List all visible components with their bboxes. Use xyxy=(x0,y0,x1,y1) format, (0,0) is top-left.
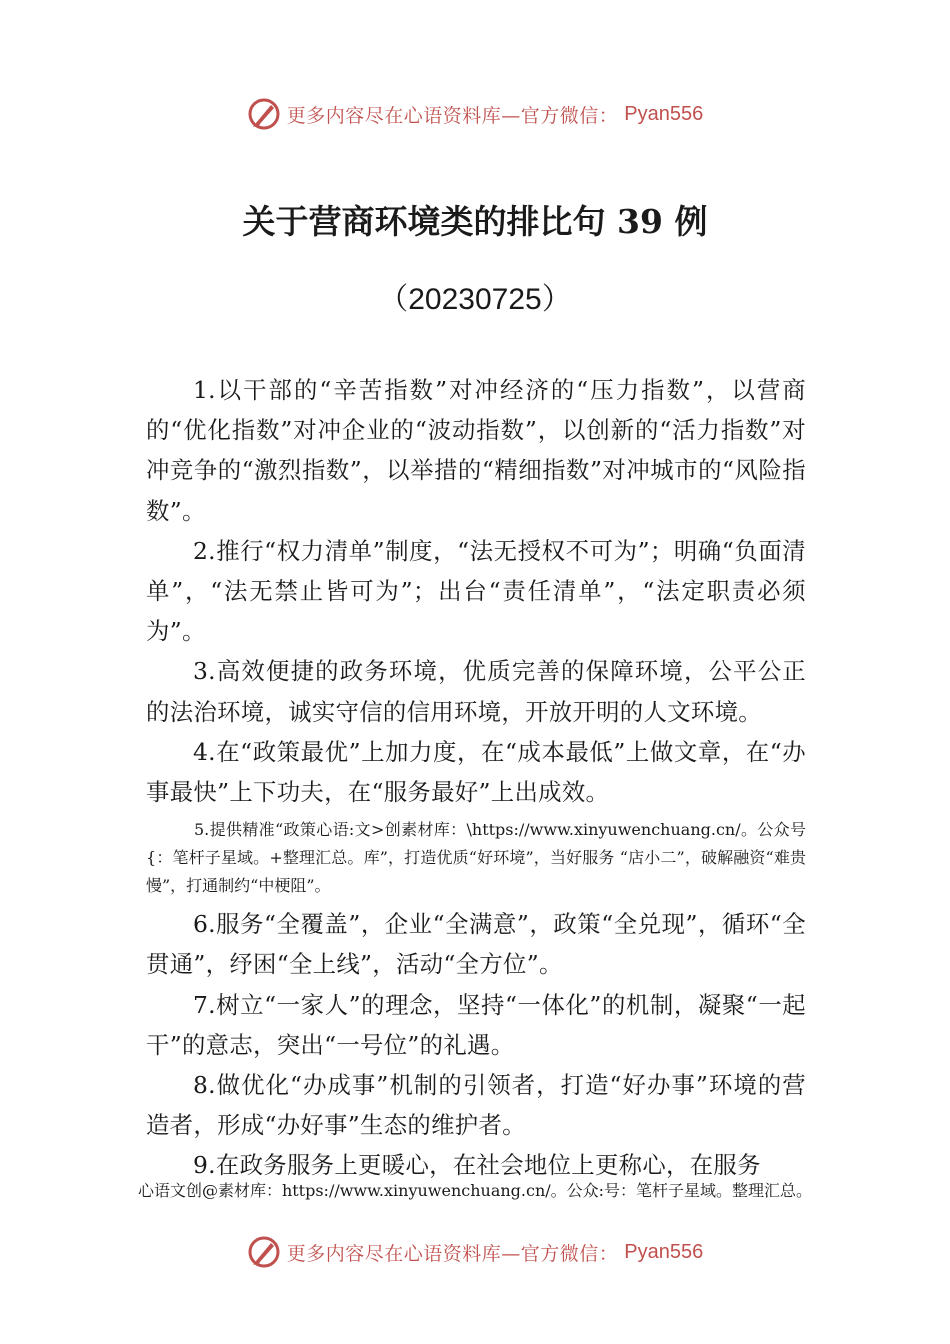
footer-banner xyxy=(0,1232,950,1272)
paragraph: 9.在政务服务上更暖心，在社会地位上更称心，在服务 xyxy=(193,1151,761,1180)
paragraph: 4.在“政策最优”上加力度，在“成本最低”上做文章，在“办事最快”上下功夫，在“服务最好”上出成效。 xyxy=(146,737,806,807)
banner-text: 更多内容尽在心语资料库—官方微信： xyxy=(286,104,619,127)
document-date: （20230725） xyxy=(378,283,572,316)
document-body xyxy=(146,370,806,1186)
paragraph: 1.以干部的“辛苦指数”对冲经济的“压力指数”，以营商的“优化指数”对冲企业的“波动指数”，以创新的“活力指数”对冲竞争的“激烈指数”，以举措的“精细指数”对冲城市的“风险指数”。 xyxy=(146,376,806,525)
paragraph: 3.高效便捷的政务环境，优质完善的保障环境，公平公正的法治环境，诚实守信的信用环境，开放开明的人文环境。 xyxy=(146,657,806,726)
pen-circle-icon xyxy=(247,1235,281,1269)
paragraph: 2.推行“权力清单”制度，“法无授权不可为”；明确“负面清单”，“法无禁止皆可为”；出台“责任清单”，“法定职责必须为”。 xyxy=(146,536,806,646)
paragraph: 6.服务“全覆盖”，企业“全满意”，政策“全兑现”，循环“全贯通”，纾困“全上线”，活动“全方位”。 xyxy=(146,910,806,979)
banner-text: 更多内容尽在心语资料库—官方微信： xyxy=(286,1242,619,1265)
paragraph: 7.树立“一家人”的理念，坚持“一体化”的机制，凝聚“一起干”的意志，突出“一号位”的礼遇。 xyxy=(146,990,806,1059)
banner-wechat-id: Pyan556 xyxy=(624,1240,704,1263)
pen-circle-icon xyxy=(247,97,281,131)
banner-wechat-id: Pyan556 xyxy=(624,102,704,125)
document-title: 关于营商环境类的排比句 39 例 xyxy=(242,202,708,241)
paragraph: 8.做优化“办成事”机制的引领者，打造“好办事”环境的营造者，形成“办好事”生态的维护者。 xyxy=(146,1071,806,1140)
paragraph-watermark-inline: 5.提供精准“政策心语:文>创素材库：\https://www.xinyuwenchuang.cn/。公众号{：笔杆子星域。+整理汇总。库”，打造优质“好环境”，当好服务 “店小二”，破解融资“难贵慢”，打通制约“中梗阻”。 xyxy=(146,820,806,896)
header-banner xyxy=(0,94,950,134)
footer-note: 心语文创@素材库：https://www.xinyuwenchuang.cn/。公众:号：笔杆子星域。整理汇总。 xyxy=(137,1181,813,1200)
